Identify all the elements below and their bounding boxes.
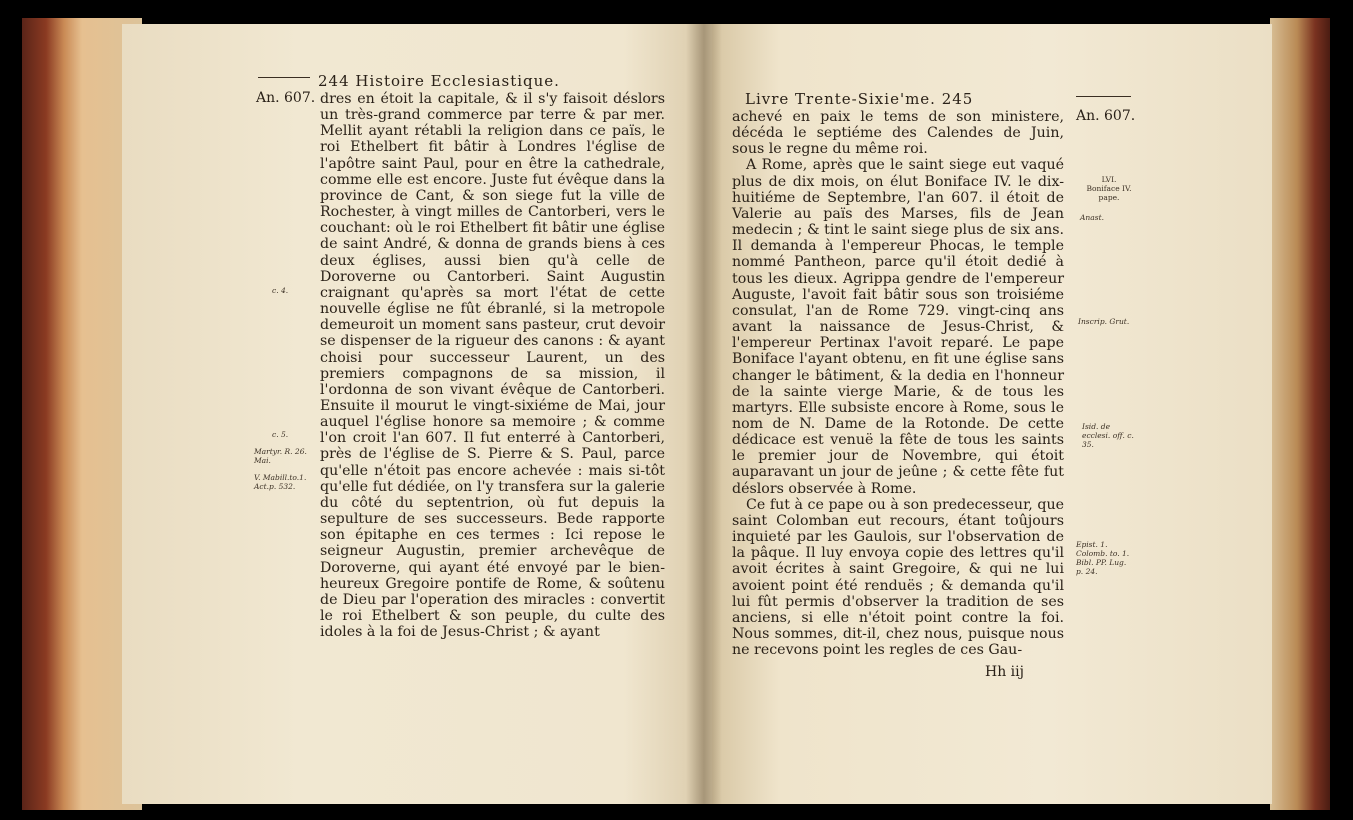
open-book bbox=[22, 18, 1330, 810]
left-page-header: 244 Histoire Ecclesiastique. bbox=[318, 72, 560, 90]
left-margin-note: c. 4. bbox=[272, 286, 289, 295]
right-margin-note: LVI. Boniface IV. pape. bbox=[1086, 175, 1132, 202]
header-rule-right bbox=[1076, 96, 1131, 97]
right-margin-note: Isid. de ecclesi. off. c. 35. bbox=[1082, 422, 1134, 449]
left-margin-year: An. 607. bbox=[256, 90, 316, 106]
book-cover-right bbox=[1270, 18, 1330, 810]
right-paragraph: achevé en paix le tems de son ministere, décéda le septiéme des Calendes de Juin, sous le regne du même roi. bbox=[732, 109, 1064, 158]
right-paragraph: A Rome, après que le saint siege eut vaqué plus de dix mois, on élut Boniface IV. le dix-huitiéme de Septembre, l'an 607. il étoit de Valerie au païs des Marses, fils de Jean medecin ; & tint le saint siege plus de six ans. Il demanda à l'empereur Phocas, le temple nommé Pantheon, parce qu'il étoit dedié à tous les dieux. Agrippa gendre de l'empereur Auguste, l'avoit fait bâtir sous son troisiéme consulat, l'an de Rome 729. vingt-cinq ans avant la naissance de Jesus-Christ, & l'empereur Pertinax l'avoit reparé. Le pape Boniface l'ayant obtenu, en fit une église sans changer le bâtiment, & la dedia en l'honneur de la sainte vierge Marie, & de tous les martyrs. Elle subsiste encore à Rome, sous le nom de N. Dame de la Rotonde. De cette dédicace est venuë la fête de tous les saints le premier jour de Novembre, qui étoit auparavant un jour de jeûne ; & cette fête fut déslors observée à Rome. bbox=[732, 157, 1064, 497]
left-margin-note: Martyr. R. 26. Mai. bbox=[254, 447, 307, 465]
right-margin-note: Epist. 1. Colomb. to. 1. Bibl. PP. Lug. p. 24. bbox=[1076, 540, 1130, 576]
right-margin-year: An. 607. bbox=[1076, 108, 1136, 124]
right-page-header: Livre Trente-Sixie'me. 245 bbox=[745, 90, 974, 108]
book-gutter bbox=[686, 24, 722, 804]
right-margin-note: Anast. bbox=[1080, 213, 1104, 222]
left-page-body bbox=[320, 91, 665, 640]
left-margin-note: c. 5. bbox=[272, 430, 289, 439]
right-margin-note: Inscrip. Grut. bbox=[1078, 317, 1130, 326]
page-signature: Hh iij bbox=[985, 664, 1024, 680]
left-margin-note: V. Mabill.to.1. Act.p. 532. bbox=[254, 473, 307, 491]
header-rule-left bbox=[258, 77, 310, 78]
left-paragraph: dres en étoit la capitale, & il s'y faisoit déslors un très-grand commerce par terre & par mer. Mellit ayant rétabli la religion dans ce païs, le roi Ethelbert fit bâtir à Londres l'église de l'apôtre saint Paul, pour en être la cathedrale, comme elle est encore. Juste fut évêque dans la province de Cant, & son siege fut la ville de Rochester, à vingt milles de Cantorberi, vers le couchant: où le roi Ethelbert fit bâtir une église de saint André, & donna de grands biens à ces deux églises, aussi bien qu'à celle de Doroverne ou Cantorberi. Saint Augustin craignant qu'après sa mort l'état de cette nouvelle église ne fût ébranlé, si la metropole demeuroit un moment sans pasteur, crut devoir se dispenser de la rigueur des canons : & ayant choisi pour successeur Laurent, un des premiers compagnons de sa mission, il l'ordonna de son vivant évêque de Cantorberi. Ensuite il mourut le vingt-sixiéme de Mai, jour auquel l'église honore sa memoire ; & comme l'on croit l'an 607. Il fut enterré à Cantorberi, près de l'église de S. Pierre & S. Paul, parce qu'elle n'étoit pas encore achevée : mais si-tôt qu'elle fut dédiée, on l'y transfera sur la galerie du côté du septentrion, où fut depuis la sepulture de ses successeurs. Bede rapporte son épitaphe en ces termes : Ici repose le seigneur Augustin, premier archevêque de Doroverne, qui ayant été envoyé par le bien-heureux Gregoire pontife de Rome, & soûtenu de Dieu par l'operation des miracles : convertit le roi Ethelbert & son peuple, du culte des idoles à la foi de Jesus-Christ ; & ayant bbox=[320, 91, 665, 641]
right-page-body bbox=[732, 109, 1064, 658]
right-paragraph: Ce fut à ce pape ou à son predecesseur, que saint Colomban eut recours, étant toûjours inquieté par les Gaulois, sur l'observation de la pâque. Il luy envoya copie des lettres qu'il avoit écrites à saint Gregoire, & qui ne lui avoient point été renduës ; & demanda qu'il lui fût permis d'observer la tradition de ses anciens, si elle n'étoit point contre la foi. Nous sommes, dit-il, chez nous, puisque nous ne recevons point les regles de ces Gau- bbox=[732, 496, 1064, 659]
